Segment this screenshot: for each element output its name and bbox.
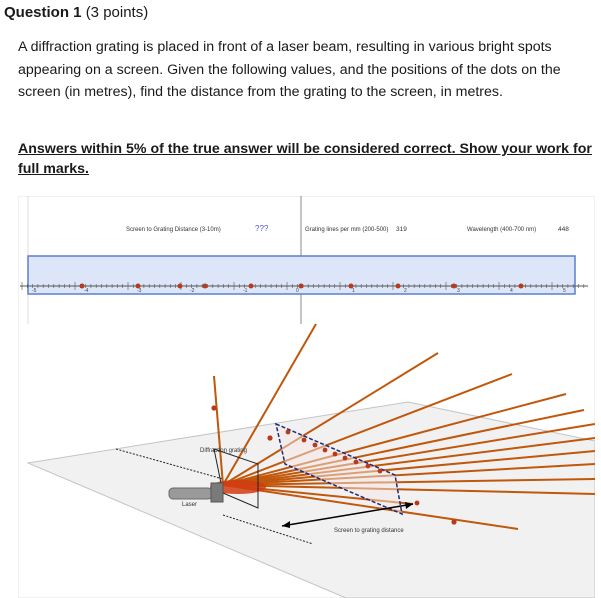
dot <box>211 405 216 410</box>
ruler-number: 5 <box>563 288 566 294</box>
ruler-number: -3 <box>137 288 142 294</box>
dot <box>343 456 348 461</box>
ruler-number: 2 <box>404 288 407 294</box>
ruler-number: -1 <box>243 288 248 294</box>
distance-label: Screen to Grating Distance (3-10m) <box>126 227 221 233</box>
dot <box>302 438 307 443</box>
laser-label: Laser <box>182 502 198 508</box>
screen-dot <box>299 284 304 289</box>
lines-value: 319 <box>396 226 407 233</box>
ruler-number: 0 <box>296 288 299 294</box>
dot <box>323 448 328 453</box>
dot <box>366 464 371 469</box>
ruler-number: 4 <box>510 288 513 294</box>
ruler-number: 3 <box>457 288 460 294</box>
question-text: A diffraction grating is placed in front of a laser beam, resulting in various bright spots appearing on a screen. Given the following values, and the positions of the dots on the screen (in metres), find the distance from the grating to the screen, in metres. <box>18 39 561 100</box>
screen-dot <box>136 284 141 289</box>
dot <box>354 460 359 465</box>
ruler-number: -2 <box>190 288 195 294</box>
laser-housing <box>211 483 223 502</box>
screen-distance-label: Screen to grating distance <box>334 528 404 534</box>
screen-dot <box>396 284 401 289</box>
screen-dot <box>349 284 354 289</box>
ruler-number: -4 <box>84 288 89 294</box>
screen-dot <box>203 284 208 289</box>
grading-note: Answers within 5% of the true answer will be considered correct. Show your work for full marks. <box>18 141 592 177</box>
wavelength-label: Wavelength (400-700 nm) <box>467 227 537 233</box>
wavelength-value: 448 <box>558 226 569 233</box>
diffraction-simulation-image <box>18 196 595 598</box>
dot <box>267 435 272 440</box>
dot <box>286 430 291 435</box>
ruler-number: -5 <box>32 288 37 294</box>
screen-dot <box>80 284 85 289</box>
dot <box>451 519 456 524</box>
dot <box>333 452 338 457</box>
dot <box>415 501 420 506</box>
lines-label: Grating lines per mm (200-500) <box>305 227 389 233</box>
dot <box>378 469 383 474</box>
question-points: (3 points) <box>85 4 149 21</box>
screen-dot <box>178 284 183 289</box>
screen-dot <box>249 284 254 289</box>
screen-dot <box>519 284 524 289</box>
question-header <box>4 3 148 23</box>
dot <box>313 443 318 448</box>
diffraction-grating-label: Diffraction grating <box>200 448 247 454</box>
question-title: Question 1 <box>4 4 82 21</box>
screen-dot <box>452 284 457 289</box>
ruler-number: 1 <box>352 288 355 294</box>
laser-device <box>169 488 212 499</box>
distance-value: ??? <box>255 224 269 233</box>
